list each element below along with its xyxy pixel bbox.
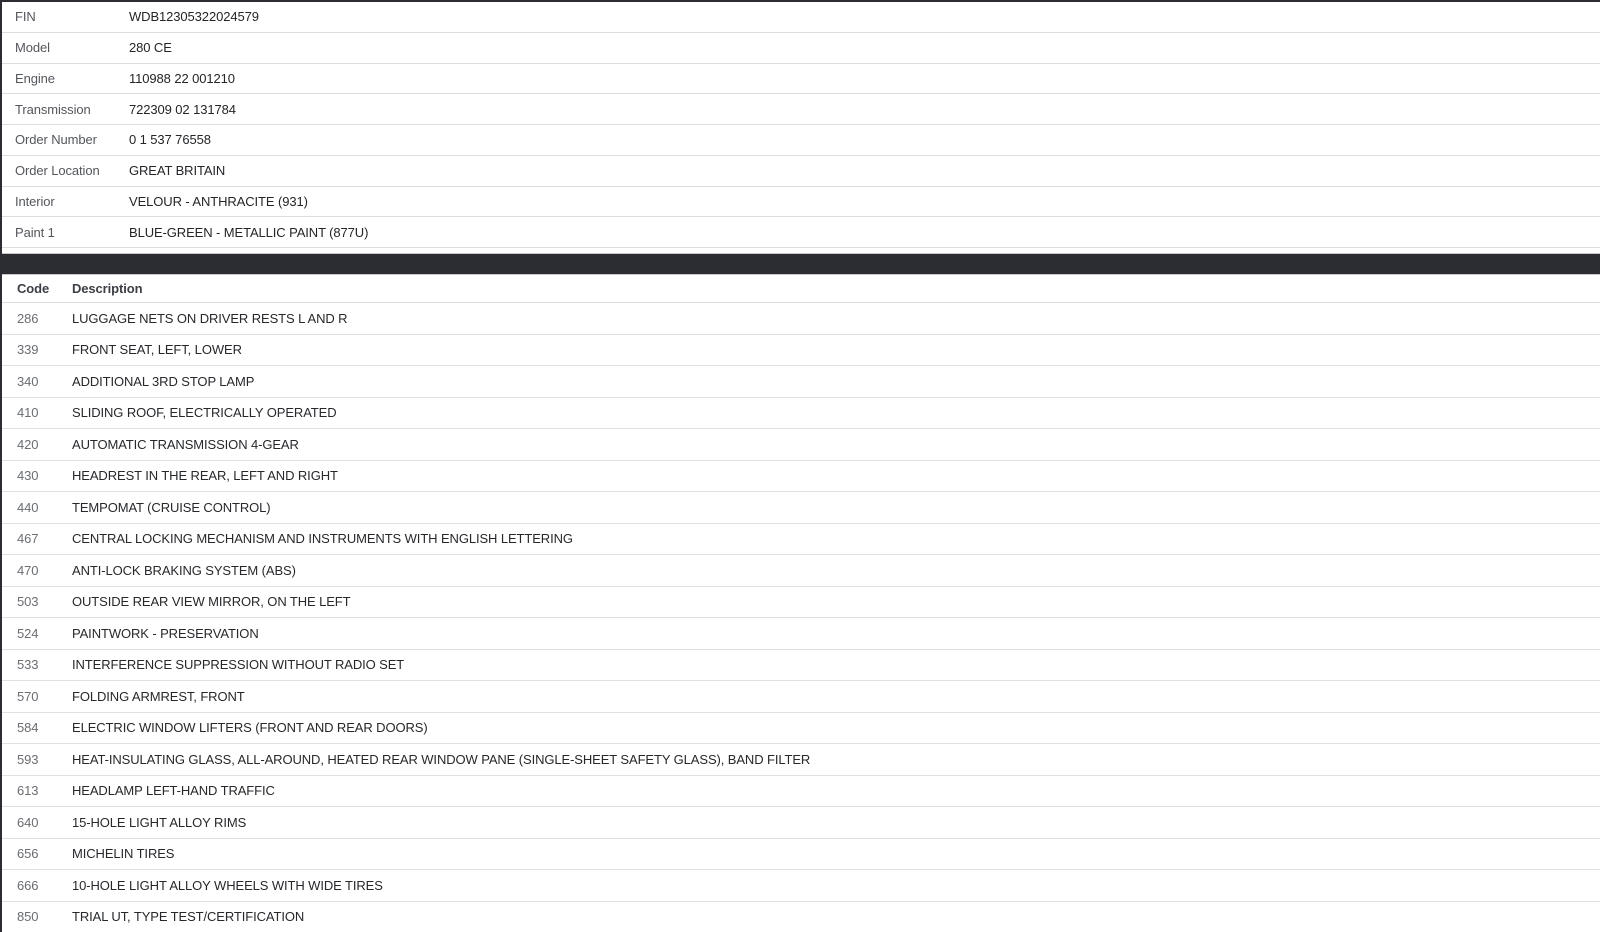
option-code: 470: [17, 562, 39, 578]
option-code: 533: [17, 657, 39, 673]
table-row: [2, 587, 1600, 619]
option-code: 410: [17, 405, 39, 421]
spec-label: Interior: [15, 193, 55, 209]
table-row: [2, 492, 1600, 524]
description-column-header: Description: [72, 281, 143, 296]
option-description: TRIAL UT, TYPE TEST/CERTIFICATION: [72, 909, 305, 925]
option-description: AUTOMATIC TRANSMISSION 4-GEAR: [72, 436, 299, 452]
spec-row: [2, 2, 1600, 33]
table-row: [2, 650, 1600, 682]
section-divider-bar: [2, 253, 1600, 275]
vehicle-info-table: [2, 2, 1600, 248]
table-row: [2, 303, 1600, 335]
table-row: [2, 461, 1600, 493]
option-description: INTERFERENCE SUPPRESSION WITHOUT RADIO SET: [72, 657, 405, 673]
option-description: HEADREST IN THE REAR, LEFT AND RIGHT: [72, 468, 338, 484]
table-row: [2, 398, 1600, 430]
spec-row: [2, 64, 1600, 95]
spec-label: Order Location: [15, 163, 100, 179]
option-description: PAINTWORK - PRESERVATION: [72, 625, 259, 641]
option-description: OUTSIDE REAR VIEW MIRROR, ON THE LEFT: [72, 594, 351, 610]
table-row: [2, 429, 1600, 461]
option-code: 850: [17, 909, 39, 925]
table-row: [2, 713, 1600, 745]
option-code: 339: [17, 342, 39, 358]
table-row: [2, 807, 1600, 839]
spec-row: [2, 217, 1600, 248]
spec-label: Order Number: [15, 132, 97, 148]
option-code: 584: [17, 720, 39, 736]
spec-label: Model: [15, 40, 50, 56]
option-description: HEADLAMP LEFT-HAND TRAFFIC: [72, 783, 275, 799]
option-description: ELECTRIC WINDOW LIFTERS (FRONT AND REAR DOORS): [72, 720, 428, 736]
table-row: [2, 776, 1600, 808]
spec-row: [2, 156, 1600, 187]
table-row: [2, 524, 1600, 556]
spec-row: [2, 125, 1600, 156]
option-description: HEAT-INSULATING GLASS, ALL-AROUND, HEATED REAR WINDOW PANE (SINGLE-SHEET SAFETY GLASS), BAND FILTER: [72, 751, 811, 767]
option-code: 593: [17, 751, 39, 767]
spec-row: [2, 33, 1600, 64]
option-code: 286: [17, 310, 39, 326]
option-code: 640: [17, 814, 39, 830]
table-row: [2, 681, 1600, 713]
spec-value: GREAT BRITAIN: [129, 163, 226, 179]
table-row: [2, 335, 1600, 367]
spec-value: 110988 22 001210: [129, 70, 235, 86]
option-code: 656: [17, 846, 39, 862]
code-column-header: Code: [17, 281, 50, 296]
option-code: 430: [17, 468, 39, 484]
option-description: FRONT SEAT, LEFT, LOWER: [72, 342, 242, 358]
spec-label: Engine: [15, 70, 55, 86]
spec-row: [2, 94, 1600, 125]
table-row: [2, 744, 1600, 776]
option-description: CENTRAL LOCKING MECHANISM AND INSTRUMENTS WITH ENGLISH LETTERING: [72, 531, 573, 547]
option-code: 613: [17, 783, 39, 799]
option-code: 340: [17, 373, 39, 389]
option-description: SLIDING ROOF, ELECTRICALLY OPERATED: [72, 405, 337, 421]
spec-value: VELOUR - ANTHRACITE (931): [129, 193, 308, 209]
option-description: TEMPOMAT (CRUISE CONTROL): [72, 499, 271, 515]
option-description: 15-HOLE LIGHT ALLOY RIMS: [72, 814, 247, 830]
option-description: ANTI-LOCK BRAKING SYSTEM (ABS): [72, 562, 296, 578]
spec-row: [2, 187, 1600, 218]
spec-value: 722309 02 131784: [129, 101, 236, 117]
spec-value: 0 1 537 76558: [129, 132, 211, 148]
spec-value: WDB12305322024579: [129, 9, 259, 25]
table-row: [2, 618, 1600, 650]
table-row: [2, 839, 1600, 871]
option-description: FOLDING ARMREST, FRONT: [72, 688, 245, 704]
table-row: [2, 870, 1600, 902]
option-code: 666: [17, 877, 39, 893]
spec-value: 280 CE: [129, 40, 172, 56]
option-code: 420: [17, 436, 39, 452]
option-description: ADDITIONAL 3RD STOP LAMP: [72, 373, 255, 389]
option-description: LUGGAGE NETS ON DRIVER RESTS L AND R: [72, 310, 348, 326]
option-code: 503: [17, 594, 39, 610]
option-code: 467: [17, 531, 39, 547]
option-description: 10-HOLE LIGHT ALLOY WHEELS WITH WIDE TIRES: [72, 877, 383, 893]
table-row: [2, 902, 1600, 932]
table-row: [2, 555, 1600, 587]
option-code: 524: [17, 625, 39, 641]
spec-value: BLUE-GREEN - METALLIC PAINT (877U): [129, 224, 369, 240]
option-description: MICHELIN TIRES: [72, 846, 175, 862]
option-code: 570: [17, 688, 39, 704]
table-header-row: [2, 275, 1600, 303]
equipment-codes-rows: [2, 303, 1600, 932]
equipment-codes-table: [2, 275, 1600, 932]
spec-label: Paint 1: [15, 224, 55, 240]
option-code: 440: [17, 499, 39, 515]
table-row: [2, 366, 1600, 398]
spec-label: Transmission: [15, 101, 91, 117]
spec-label: FIN: [15, 9, 36, 25]
